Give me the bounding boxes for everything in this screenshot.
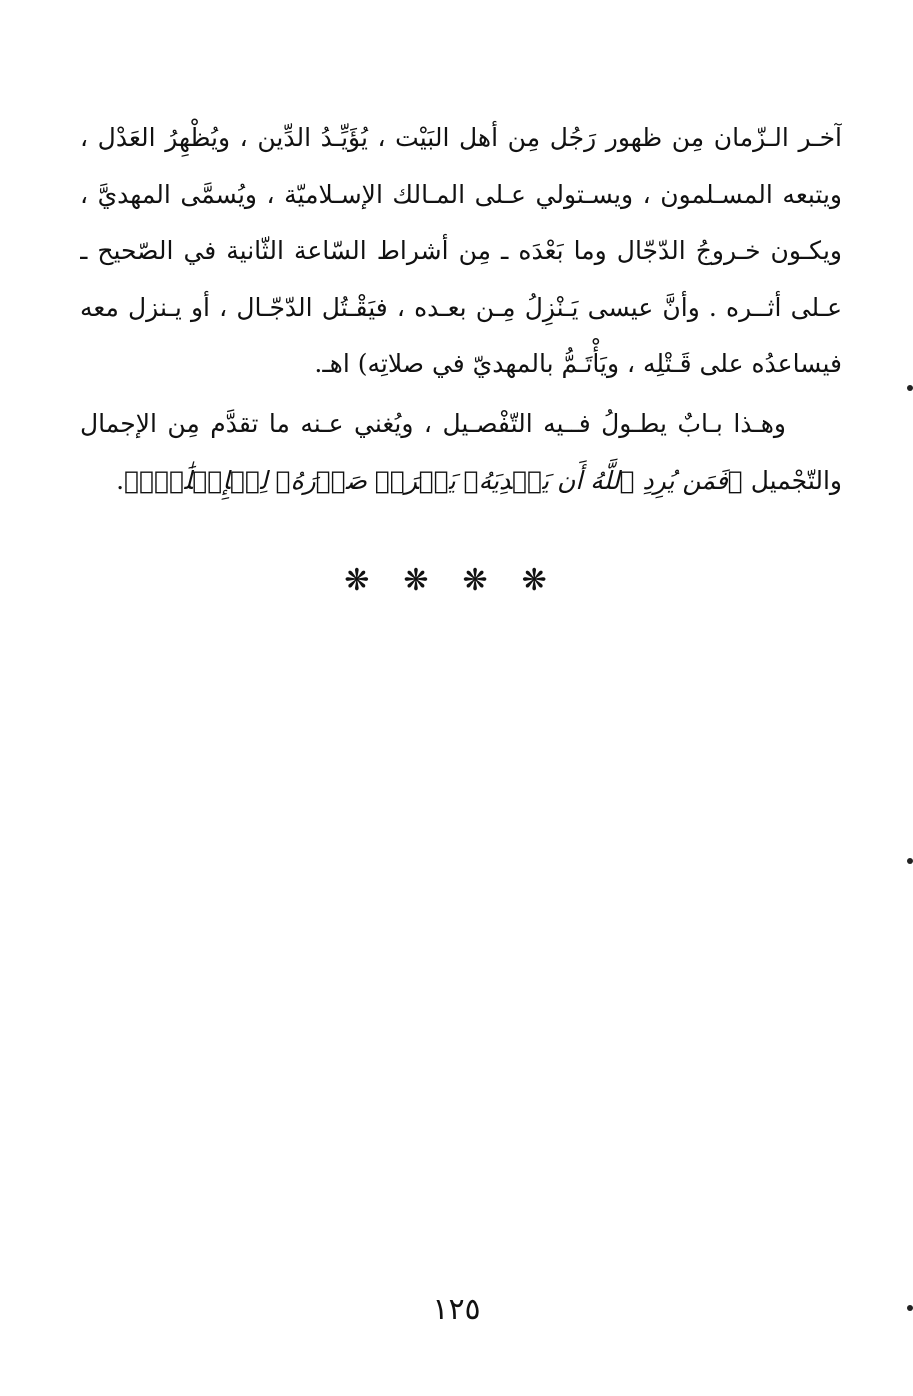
- text-line: عـلى أثــره . وأنَّ عيسى يَـنْزِلُ مِـن بعـده ، فيَقْـتُل الدّجّـال ، أو يـنزل معه: [80, 292, 842, 322]
- quran-verse: ﴿فَمَن يُرِدِ ٱللَّهُ أَن يَهۡدِيَهُۥ يَشۡرَحۡ صَدۡرَهُۥ لِلۡإِسۡلَٰمِۖ﴾: [124, 465, 743, 495]
- text-line: آخـر الـزّمان مِن ظهور رَجُل مِن أهل البَيْت ، يُؤَيِّـدُ الدِّين ، ويُظْهِرُ العَدْل ،: [80, 123, 842, 152]
- scan-edge-mark: [907, 858, 913, 864]
- text-line: ويتبعه المسـلمون ، ويسـتولي عـلى المـالك الإسـلاميّة ، ويُسمَّى المهديَّ ،: [80, 179, 842, 209]
- end-punctuation: .: [116, 465, 125, 495]
- asterism-icon: ❋: [462, 563, 510, 598]
- text-line: فيساعدُه على قَـتْلِه ، ويَأْتَـمُّ بالمهديّ في صلاتِه) اهـ.: [314, 349, 842, 378]
- text-line: وهـذا بـابٌ يطـولُ فــيه التّفْصـيل ، ويُغني عـنه ما تقدَّم مِن الإجمال: [80, 409, 786, 438]
- paragraph-2: [80, 396, 842, 509]
- text-line-with-verse: [80, 453, 842, 510]
- asterism-icon: ❋: [344, 563, 392, 598]
- paragraph-1: [80, 110, 842, 393]
- asterism-icon: ❋: [521, 563, 569, 598]
- scan-edge-mark: [907, 385, 913, 391]
- page-number: ١٢٥: [432, 1292, 481, 1327]
- section-separator: [0, 563, 913, 598]
- asterism-icon: ❋: [403, 563, 451, 598]
- text-line: ويكـون خـروجُ الدّجّال وما بَعْدَه ـ مِن أشراط السّاعة الثّانية في الصّحيح ـ: [80, 236, 842, 265]
- text-fragment: والتّجْميل: [750, 465, 842, 495]
- scan-edge-mark: [907, 1305, 913, 1311]
